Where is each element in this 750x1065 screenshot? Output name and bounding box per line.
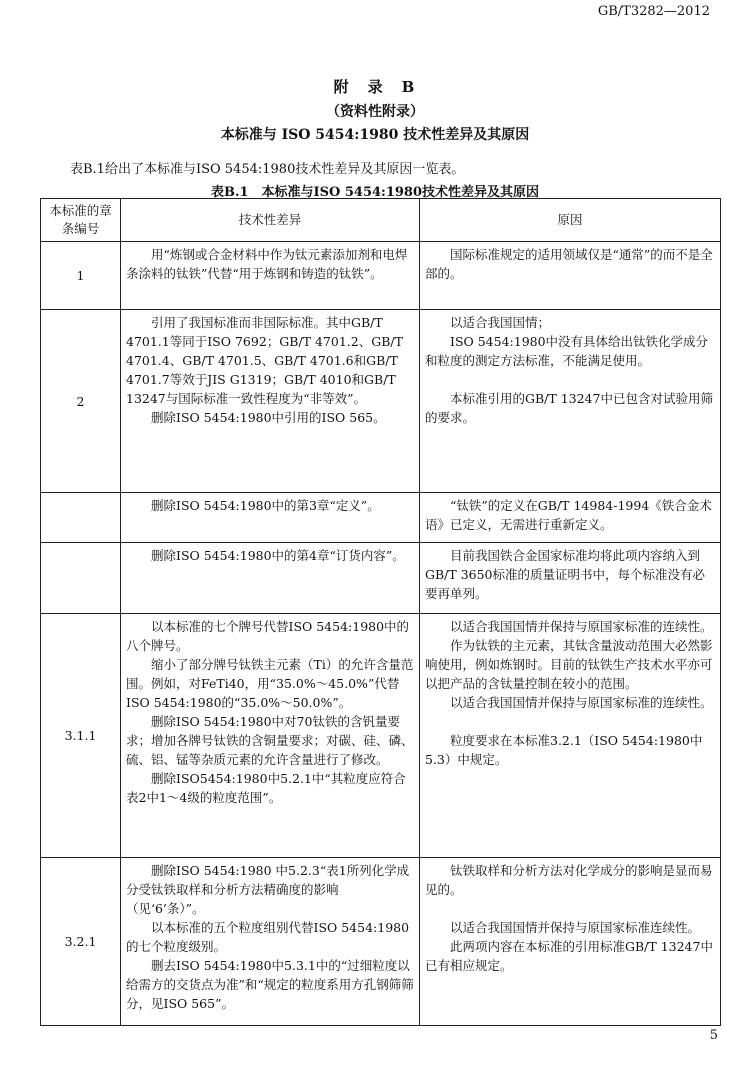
diff-text: 用“炼钢或合金材料中作为钛元素添加剂和电焊条涂料的钛铁”代替“用于炼钢和铸造的钛铁”。 (126, 247, 408, 281)
reason-text: 以适合我国国情并保持与原国家标准连续性。 (450, 920, 701, 935)
header-reason: 原因 (420, 199, 721, 242)
diff-text: 以本标准的五个粒度组别代替ISO 5454:1980的七个粒度级别。 (126, 920, 410, 954)
differences-table (40, 198, 721, 1026)
appendix-subtitle: （资料性附录） (326, 104, 424, 120)
intro-paragraph: 表B.1给出了本标准与ISO 5454:1980技术性差异及其原因一览表。 (70, 162, 465, 177)
reason-cell (420, 614, 721, 858)
clause-cell: 2 (41, 310, 121, 493)
reason-text: 此两项内容在本标准的引用标准GB/T 13247中已有相应规定。 (425, 939, 713, 973)
diff-cell (121, 858, 420, 1026)
reason-text: 国际标准规定的适用领域仅是“通常”的而不是全部的。 (425, 247, 713, 281)
diff-cell (121, 493, 420, 543)
diff-cell (121, 242, 420, 310)
clause-cell: 3.1.1 (41, 614, 121, 858)
diff-text: 删除ISO 5454:1980中对70钛铁的含钒量要求；增加各牌号钛铁的含铜量要求；对碳、硅、磷、硫、铝、锰等杂质元素的允许含量进行了修改。 (126, 714, 414, 767)
clause-cell (41, 543, 121, 614)
reason-text: 以适合我国国情； (450, 315, 551, 330)
reason-text: 目前我国铁合金国家标准均将此项内容纳入到GB/T 3650标准的质量证明书中，每个标准没有必要再单列。 (425, 548, 706, 601)
appendix-heading: 本标准与 ISO 5454:1980 技术性差异及其原因 (220, 127, 530, 143)
appendix-title: 附 录 B (333, 78, 417, 96)
diff-cell (121, 310, 420, 493)
diff-text: 以本标准的七个牌号代替ISO 5454:1980中的八个牌号。 (126, 619, 410, 653)
table-row (41, 242, 721, 310)
table-row (41, 310, 721, 493)
header-clause: 本标准的章条编号 (41, 199, 121, 242)
reason-text: 作为钛铁的主元素，其钛含量波动范围大必然影响使用，例如炼钢时。目前的钛铁生产技术水平亦可以把产品的含钛量控制在较小的范围。 (425, 638, 713, 691)
clause-cell: 3.2.1 (41, 858, 121, 1026)
diff-text: 删除ISO 5454:1980中引用的ISO 565。 (151, 410, 386, 425)
reason-cell (420, 310, 721, 493)
clause-cell (41, 493, 121, 543)
diff-text: 引用了我国标准而非国际标准。其中GB/T 4701.1等同于ISO 7692；GB/T 4701.2、GB/T 4701.4、GB/T 4701.5、GB/T 4701.6和GB/T 4701.7等效于JIS G1319；GB/T 4010和GB/T 13247与国际标准一致性程度为“非等效”。 (126, 315, 403, 406)
standard-code: GB/T3282—2012 (597, 4, 710, 19)
table-caption: 表B.1 本标准与ISO 5454:1980技术性差异及其原因 (210, 185, 540, 200)
reason-text: 本标准引用的GB/T 13247中已包含对试验用筛的要求。 (425, 391, 713, 425)
diff-text: 删除ISO 5454:1980中的第3章“定义”。 (151, 498, 380, 513)
diff-cell (121, 543, 420, 614)
reason-text: 以适合我国国情并保持与原国家标准的连续性。 (450, 695, 713, 710)
reason-cell (420, 543, 721, 614)
table-row (41, 614, 721, 858)
diff-text: 删除ISO 5454:1980 中5.2.3“表1所列化学成分受钛铁取样和分析方法精确度的影响（见‘6’条）”。 (126, 863, 410, 916)
table-header-row (41, 199, 721, 242)
clause-cell: 1 (41, 242, 121, 310)
diff-cell (121, 614, 420, 858)
table-row (41, 493, 721, 543)
reason-cell (420, 493, 721, 543)
table-row (41, 858, 721, 1026)
diff-text: 删去ISO 5454:1980中5.3.1中的“过细粒度以给需方的交货点为准”和“规定的粒度系用方孔钢筛筛分，见ISO 565”。 (126, 958, 414, 1011)
reason-text: ISO 5454:1980中没有具体给出钛铁化学成分和粒度的测定方法标准，不能满足使用。 (425, 334, 709, 368)
page-number: 5 (709, 1028, 718, 1043)
reason-cell (420, 242, 721, 310)
reason-cell (420, 858, 721, 1026)
header-diff: 技术性差异 (121, 199, 420, 242)
diff-text: 缩小了部分牌号钛铁主元素（Ti）的允许含量范围。例如，对FeTi40，用“35.0%～45.0%”代替ISO 5454:1980的“35.0%～50.0%”。 (126, 657, 414, 710)
reason-text: “钛铁”的定义在GB/T 14984-1994《铁合金术语》已定义，无需进行重新定义。 (425, 498, 712, 532)
diff-text: 删除ISO 5454:1980中的第4章“订货内容”。 (151, 548, 405, 563)
diff-text: 删除ISO5454:1980中5.2.1中“其粒度应符合表2中1～4级的粒度范围”。 (126, 771, 406, 805)
reason-text: 以适合我国国情并保持与原国家标准的连续性。 (450, 619, 713, 634)
reason-text: 钛铁取样和分析方法对化学成分的影响是显而易见的。 (425, 863, 713, 897)
reason-text: 粒度要求在本标准3.2.1（ISO 5454:1980中5.3）中规定。 (425, 733, 703, 767)
table-row (41, 543, 721, 614)
